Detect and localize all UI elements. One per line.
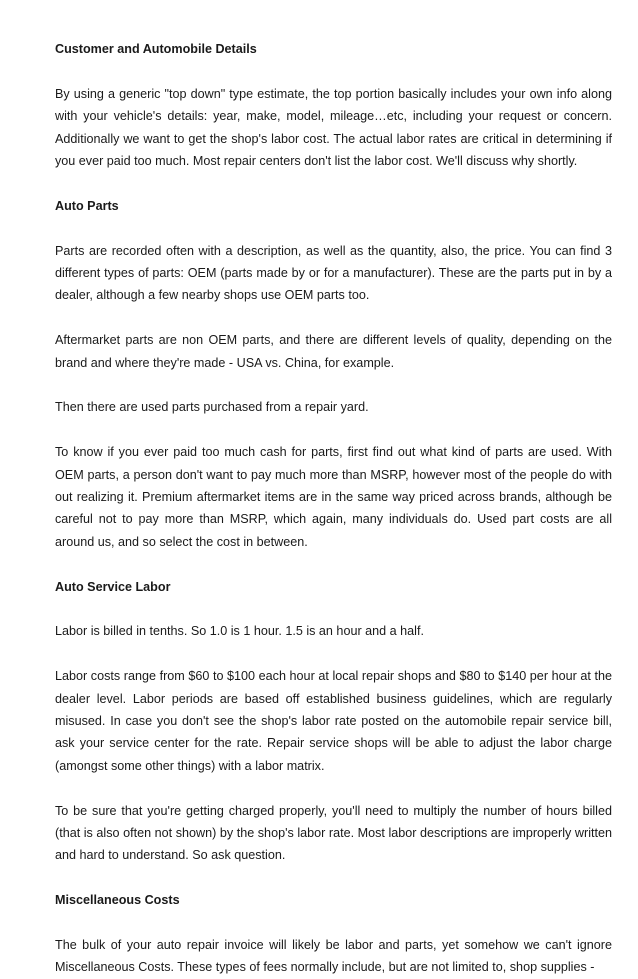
paragraph: Aftermarket parts are non OEM parts, and there are different levels of quality, depending on the brand and where they're made - USA vs. China, for example. [55,333,612,370]
paragraph: Labor is billed in tenths. So 1.0 is 1 hour. 1.5 is an hour and a half. [55,624,424,639]
paragraph: Parts are recorded often with a description, as well as the quantity, also, the price. You can find 3 different types of parts: OEM (parts made by or for a manufacturer). These are the parts put in by a dealer, although a few nearby shops use OEM parts too. [55,243,612,303]
paragraph: To know if you ever paid too much cash for parts, first find out what kind of parts are used. With OEM parts, a person don't want to pay much more than MSRP, however most of the people do with out realizing it. Premium aftermarket items are in the same way priced across brands, although be careful not to pay more than MSRP, which again, many individuals do. Used part costs are all around us, and so select the cost in between. [55,445,612,549]
heading-miscellaneous-costs: Miscellaneous Costs [55,893,180,908]
heading-auto-service-labor: Auto Service Labor [55,579,171,594]
paragraph: By using a generic "top down" type estimate, the top portion basically includes your own info along with your vehicle's details: year, make, model, mileage…etc, including your request or concern. Additionally we want to get the shop's labor cost. The actual labor rates are critical in determining if you ever paid too much. Most repair centers don't list the labor cost. We'll discuss why shortly. [55,86,612,169]
paragraph: Then there are used parts purchased from a repair yard. [55,400,369,415]
heading-auto-parts: Auto Parts [55,198,119,213]
paragraph: Labor costs range from $60 to $100 each hour at local repair shops and $80 to $140 per hour at the dealer level. Labor periods are based off established business guidelines, which are regularly misused. In case you don't see the shop's labor rate posted on the automobile repair service bill, ask your service center for the rate. Repair service shops will be able to adjust the labor charge (amongst some other things) with a labor matrix. [55,669,612,773]
heading-customer-details: Customer and Automobile Details [55,42,257,56]
paragraph: The bulk of your auto repair invoice will likely be labor and parts, yet somehow we can't ignore Miscellaneous Costs. These types of fees normally include, but are not limited to, shop supplies - [55,938,612,975]
paragraph: To be sure that you're getting charged properly, you'll need to multiply the number of hours billed (that is also often not shown) by the shop's labor rate. Most labor descriptions are improperly written and hard to understand. So ask question. [55,803,612,863]
document-page [55,38,612,979]
